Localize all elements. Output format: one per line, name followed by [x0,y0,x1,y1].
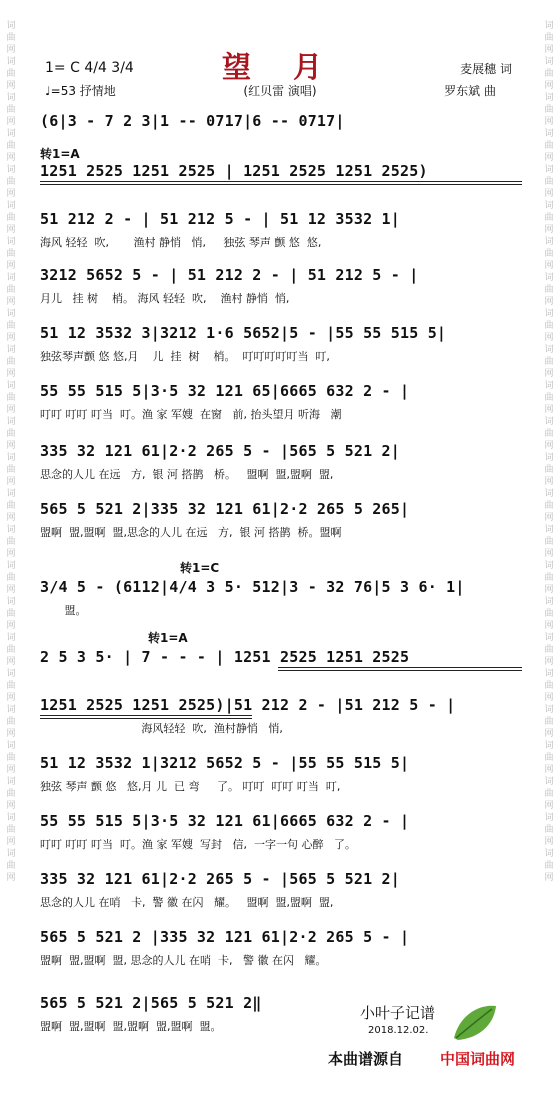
composer: 罗东斌 曲 [444,84,496,98]
beam-line [278,670,522,671]
beam-line [40,184,522,185]
notation-line: 1251 2525 1251 2525 | 1251 2525 1251 2525) [40,162,428,180]
lyrics-line: 盟啊 盟,盟啊 盟,盟啊 盟,盟啊 盟。 [40,1020,222,1033]
source-label: 本曲谱源自 [328,1050,404,1068]
lyricist: 麦展穗 词 [460,62,512,76]
notation-line: 1251 2525 1251 2525)|51 212 2 - |51 212 5 - | [40,696,456,714]
notation-line: 3212 5652 5 - | 51 212 2 - | 51 212 5 - | [40,266,419,284]
leaf-icon [450,1000,500,1044]
lyrics-line: 思念的人儿 在哨 卡, 警 徽 在闪 耀。 盟啊 盟,盟啊 盟, [40,896,334,909]
notation-line: 565 5 521 2|565 5 521 2‖ [40,994,262,1012]
notation-line: 565 5 521 2|335 32 121 61|2·2 265 5 265| [40,500,410,518]
lyrics-line: 思念的人儿 在远 方, 银 河 搭鹊 桥。 盟啊 盟,盟啊 盟, [40,468,334,481]
modulation-mark: 转1=A [148,631,188,645]
watermark-right: 词曲网词曲网词曲网词曲网词曲网词曲网词曲网词曲网词曲网词曲网词曲网词曲网词曲网词曲网词曲网词曲网词曲网词曲网词曲网词曲网词曲网词曲网词曲网词曲网 [544,21,554,883]
notation-line: 335 32 121 61|2·2 265 5 - |565 5 521 2| [40,442,400,460]
modulation-mark: 转1=A [40,147,80,161]
notation-line: 3/4 5 - (6112|4/4 3 5· 512|3 - 32 76|5 3 6· 1| [40,578,465,596]
lyrics-line: 盟。 [40,604,87,617]
transcription-date: 2018.12.02. [368,1025,429,1036]
lyrics-line: 海风 轻轻 吹, 渔村 静悄 悄, 独弦 琴声 颤 悠 悠, [40,236,322,249]
lyrics-line: 月儿 挂 树 梢。 海风 轻轻 吹, 渔村 静悄 悄, [40,292,290,305]
beam-line [278,667,522,668]
tempo-marking: ♩=53 抒情地 [45,84,116,98]
notation-line: 565 5 521 2 |335 32 121 61|2·2 265 5 - | [40,928,410,946]
performer: (红贝雷 演唱) [243,84,317,98]
notation-line: 55 55 515 5|3·5 32 121 65|6665 632 2 - | [40,382,410,400]
notation-line: (6|3 - 7 2 3|1 -- 0717|6 -- 0717| [40,112,345,130]
notation-line: 51 212 2 - | 51 212 5 - | 51 12 3532 1| [40,210,400,228]
transcriber-signature: 小叶子记谱 [360,1004,436,1022]
notation-line: 51 12 3532 1|3212 5652 5 - |55 55 515 5| [40,754,410,772]
lyrics-line: 叮叮 叮叮 叮当 叮。渔 家 军嫂 在窗 前, 抬头望月 听海 潮 [40,408,342,421]
lyrics-line: 叮叮 叮叮 叮当 叮。渔 家 军嫂 写封 信, 一字一句 心醉 了。 [40,838,356,851]
beam-line [40,181,522,182]
notation-line: 51 12 3532 3|3212 1·6 5652|5 - |55 55 515 5| [40,324,447,342]
lyrics-line: 独弦琴声颤 悠 悠,月 儿 挂 树 梢。 叮叮叮叮叮当 叮, [40,350,330,363]
song-title: 望 月 [221,50,339,84]
lyrics-line: 海风轻轻 吹, 渔村静悄 悄, [40,722,283,735]
notation-line: 2 5 3 5· | 7 - - - | 1251 2525 1251 2525 [40,648,410,666]
lyrics-line: 独弦 琴声 颤 悠 悠,月 儿 已 弯 了。 叮叮 叮叮 叮当 叮, [40,780,341,793]
notation-line: 335 32 121 61|2·2 265 5 - |565 5 521 2| [40,870,400,888]
lyrics-line: 盟啊 盟,盟啊 盟,思念的人儿 在远 方, 银 河 搭鹊 桥。盟啊 [40,526,342,539]
key-signature: 1= C 4/4 3/4 [45,60,134,76]
lyrics-line: 盟啊 盟,盟啊 盟, 思念的人儿 在哨 卡, 警 徽 在闪 耀。 [40,954,327,967]
site-name[interactable]: 中国词曲网 [440,1050,516,1068]
beam-line [40,715,252,716]
beam-line [40,718,252,719]
modulation-mark: 转1=C [180,561,220,575]
watermark-left: 词曲网词曲网词曲网词曲网词曲网词曲网词曲网词曲网词曲网词曲网词曲网词曲网词曲网词曲网词曲网词曲网词曲网词曲网词曲网词曲网词曲网词曲网词曲网词曲网 [6,21,16,883]
notation-line: 55 55 515 5|3·5 32 121 61|6665 632 2 - | [40,812,410,830]
